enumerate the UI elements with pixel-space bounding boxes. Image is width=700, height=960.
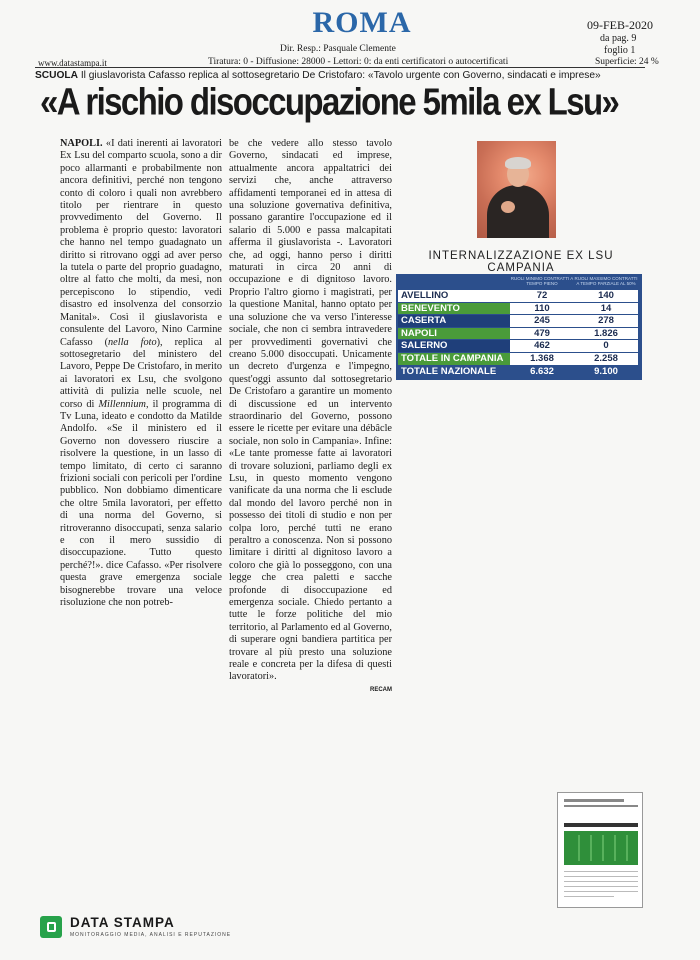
thumb-line: [564, 881, 638, 882]
photo-hand-shape: [501, 201, 515, 213]
page-reference: da pag. 9: [600, 33, 637, 44]
table-cell-province: NAPOLI: [398, 328, 510, 340]
table-cell-full-time: 110: [510, 303, 574, 315]
circulation-line: Tiratura: 0 - Diffusione: 28000 - Lettori: 0: da enti certificatori o autocertificati: [208, 57, 509, 67]
table-body: [398, 290, 640, 377]
column-2-text: be che vedere allo stesso tavolo Governo, sindacati ed imprese, attualmente ancora appaltatrici dei servizi che, anche attraverso affidamenti temporanei ed in attesa di una soluzione governativa definitiva, possano garantire l'occupazione ed il salario di 5.000 e passa malcapitati afferma il giuslavorista -. Lavoratori che, ad oggi, hanno perso i diritti maturati in circa 20 anni di occupazione e di dignitoso lavoro. Proprio l'altro giorno i magistrati, per la questione Manital, hanno optato per una soluzione che va verso l'interesse sociale, che non ci sembra intravedere per provvedimenti governativi che creano 5.000 disoccupati. Unicamente un decreto d'urgenza e l'impegno, quest'oggi assunto dal sottosegretario De Cristofaro a garantire un momento di discussione ed un intervento straordinario del Governo, possono essere le ricette per evitare una débâcle sociale, non solo in Campania». Infine: «Le tante promesse fatte ai lavoratori di trovare soluzioni, parliamo degli ex Lsu, in questo momento vengono vanificate da una norma che li esclude dal mondo del lavoro perché non in possesso dei titoli di studio e non per colpa loro, perché tutti ne erano peraltro a conoscenza. Non si possono limitare i diritti al dignitoso lavoro a coloro che già lo posseggono, con una legge che crea paletti e sacche profonde di disoccupazione ed emergenza sociale. Chiedo pertanto a tutte le forze politiche del mio territorio, al Parlamento ed al Governo, di superare ogni bandiera partitica per trovare al più presto una soluzione reale e concreta per la difesa di questi lavoratori».: [229, 138, 392, 683]
page-thumbnail: [557, 792, 643, 908]
table-cell-province: SALERNO: [398, 340, 510, 352]
table-cell-full-time: 72: [510, 290, 574, 302]
footer-brand-name: DATA STAMPA: [70, 915, 175, 930]
thumb-line: [564, 805, 638, 807]
column-1-text-2: ), replica al sottosegretario del ministero del Lavoro, Peppe De Cristofaro, in merito ai lavoratori ex Lsu, che svolgono attività di pulizia nelle scuole, nel corso di: [60, 336, 223, 410]
thumb-line: [564, 891, 638, 892]
table-header-col-a: RUOLI MINIMO CONTRATTI A TEMPO PIENO: [510, 276, 574, 286]
table-cell-full-time: 245: [510, 315, 574, 327]
sheet-reference: foglio 1: [604, 45, 636, 56]
site-url: www.datastampa.it: [38, 58, 107, 68]
kicker-text: Il giuslavorista Cafasso replica al sottosegretario De Cristofaro: «Tavolo urgente con Governo, sindacati e imprese»: [78, 70, 601, 81]
table-cell-province: AVELLINO: [398, 290, 510, 302]
table-cell-province: CASERTA: [398, 315, 510, 327]
photo-body-shape: [487, 185, 549, 238]
table-cell-part-time: 2.258: [574, 353, 638, 365]
table-header-empty: [398, 276, 510, 289]
italic-note: nella foto: [108, 336, 157, 348]
table-title: [398, 250, 644, 274]
table-title-main: INTERNALIZZAZIONE EX LSU: [428, 250, 614, 262]
footer-tagline: MONITORAGGIO MEDIA, ANALISI E REPUTAZIONE: [70, 932, 232, 938]
table-row: [398, 353, 640, 365]
data-stampa-logo-icon: [40, 916, 62, 938]
thumb-line: [564, 871, 638, 872]
thumb-line: [564, 823, 638, 827]
dateline: NAPOLI.: [60, 138, 103, 149]
column-1-text: «I dati inerenti ai lavoratori Ex Lsu del comparto scuola, sono a dir poco allarmanti e probabilmente non ancora definitivi, perché non tengono conto di coloro i quali non avrebbero titolo per rientrare in questo provvedimento del Governo. Il problema è proprio questo: lavoratori che hanno nel tempo guadagnato un diritto si ritrovano oggi ad aver perso la tutela o parte del proprio guadagno, oltre al fatto che molti, da mesi, non percepiscono lo stipendio, vedi disastro ed insolvenza del consorzio Manital». Così il giuslavorista e consulente del Lavoro, Nino Carmine Cafasso (: [60, 138, 222, 348]
article-column-1: [60, 138, 222, 609]
table-cell-part-time: 0: [574, 340, 638, 352]
table-cell-part-time: 9.100: [574, 366, 638, 378]
table-row: [398, 315, 640, 327]
photo-hair-shape: [505, 157, 531, 169]
thumb-line: [564, 886, 638, 887]
thumb-line: [564, 799, 624, 802]
author-signature: RECAM: [370, 686, 392, 693]
table-cell-full-time: 479: [510, 328, 574, 340]
table-row: [398, 290, 640, 302]
table-row: [398, 366, 640, 378]
italic-program: Millennium: [98, 398, 146, 410]
table-cell-province: BENEVENTO: [398, 303, 510, 315]
director-line: Dir. Resp.: Pasquale Clemente: [280, 44, 396, 54]
table-cell-full-time: 462: [510, 340, 574, 352]
table-cell-province: TOTALE IN CAMPANIA: [398, 353, 510, 365]
headline: «A rischio disoccupazione 5mila ex Lsu»: [40, 80, 619, 123]
table-row: [398, 303, 640, 315]
newspaper-logo: ROMA: [312, 6, 412, 39]
thumb-photo-grid: [568, 835, 634, 861]
thumb-line: [564, 896, 614, 897]
masthead-divider: [35, 67, 645, 68]
publication-date: 09-FEB-2020: [587, 18, 653, 32]
kicker-section: SCUOLA: [35, 70, 79, 81]
table-header: [398, 276, 640, 289]
portrait-photo: [477, 141, 556, 238]
table-cell-full-time: 1.368: [510, 353, 574, 365]
article-column-2: [229, 138, 392, 696]
data-table: [396, 274, 642, 380]
surface-line: Superficie: 24 %: [595, 57, 659, 67]
column-1-text-3: , il programma di Tv Luna, ideato e condotto da Matilde Andolfo. «Se il ministero ed il Governo non dovessero riuscire a risolvere la questione, in un lasso di tempo limitato, di certo ci saranno frizioni sociali con pericoli per l'ordine pubblico. Non dobbiamo dimenticare che oltre 5mila lavoratori, per effetto di una norma del Governo, si ritroveranno disoccupati, senza salario e con il mero sussidio di disoccupazione. Tutto questo perché?!». dice Cafasso. «Per risolvere questa grave emergenza sociale bisognerebbe trovare una veloce risoluzione che non potreb-: [60, 398, 222, 609]
thumb-line: [564, 876, 638, 877]
table-cell-full-time: 6.632: [510, 366, 574, 378]
table-title-region: CAMPANIA: [487, 262, 555, 274]
table-cell-part-time: 278: [574, 315, 638, 327]
table-cell-part-time: 140: [574, 290, 638, 302]
table-cell-province: TOTALE NAZIONALE: [398, 366, 510, 378]
footer-brand: [38, 914, 238, 944]
table-row: [398, 328, 640, 340]
table-row: [398, 340, 640, 352]
table-header-col-b: RUOLI MASSIMO CONTRATTI A TEMPO PARZIALE AL 50%: [574, 276, 638, 286]
table-cell-part-time: 1.826: [574, 328, 638, 340]
table-cell-part-time: 14: [574, 303, 638, 315]
